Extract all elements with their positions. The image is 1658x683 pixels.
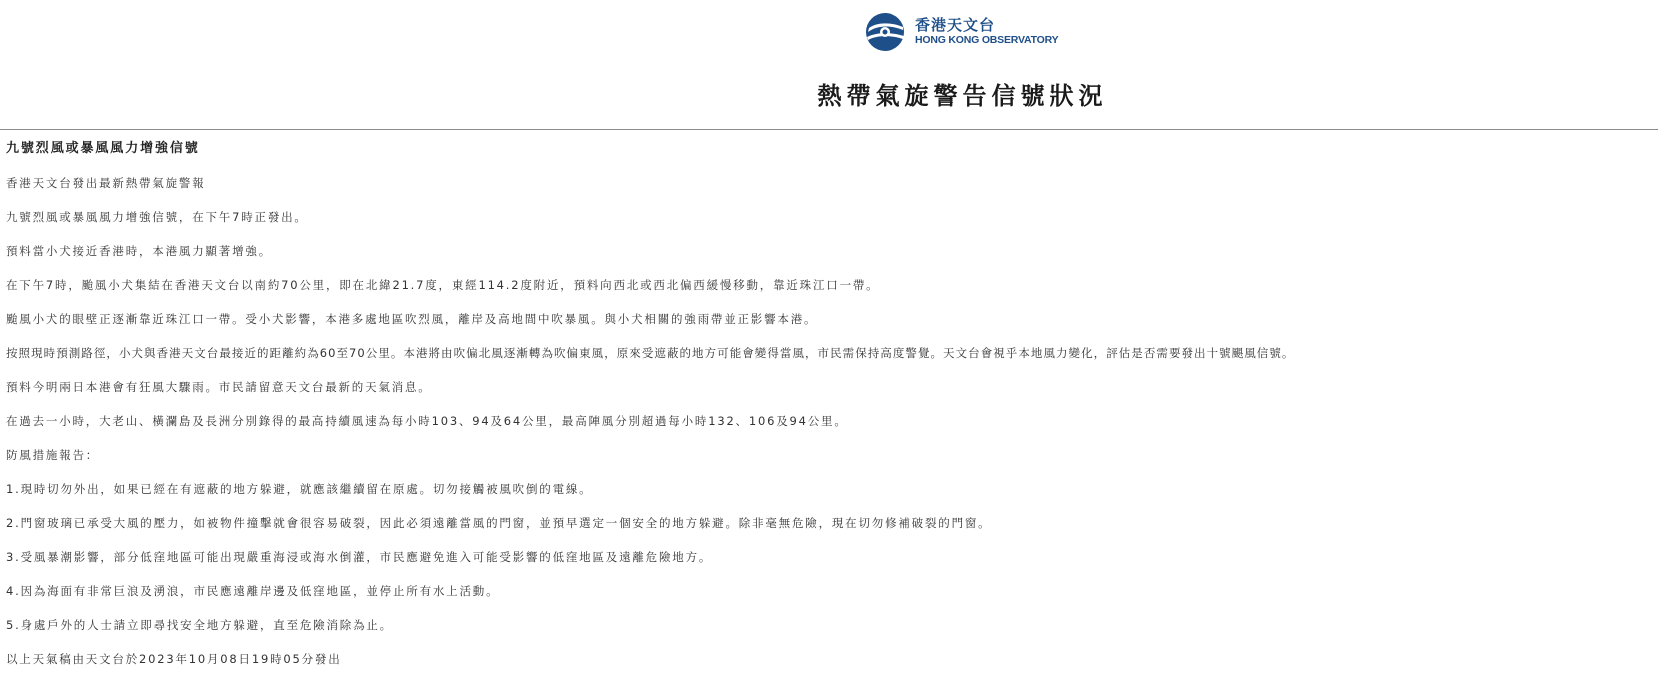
header-divider (0, 129, 1658, 130)
logo-english-name: HONG KONG OBSERVATORY (915, 34, 1059, 46)
page-title: 熱帶氣旋警告信號狀況 (817, 82, 1108, 110)
wind-observations: 在過去一小時，大老山、橫瀾島及長洲分別錄得的最高持續風速為每小時103、94及64公里，最高陣風分別超過每小時132、106及94公里。 (6, 414, 848, 428)
precaution-item: 1.現時切勿外出，如果已經在有遮蔽的地方躲避，就應該繼續留在原處。切勿接觸被風吹倒的電線。 (6, 482, 593, 496)
hko-logo (863, 12, 1058, 52)
precaution-item: 5.身處戶外的人士請立即尋找安全地方躲避，直至危險消除為止。 (6, 618, 393, 632)
bulletin-intro: 香港天文台發出最新熱帶氣旋警報 (6, 176, 206, 190)
bulletin-content (6, 139, 1656, 683)
typhoon-position: 在下午7時，颱風小犬集結在香港天文台以南約70公里，即在北緯21.7度，東經114.2度附近，預料向西北或西北偏西緩慢移動，靠近珠江口一帶。 (6, 278, 880, 292)
track-forecast: 按照現時預測路徑，小犬與香港天文台最接近的距離約為60至70公里。本港將由吹偏北風逐漸轉為吹偏東風，原來受遮蔽的地方可能會變得當風，市民需保持高度警覺。天文台會視乎本地風力變化，評估是否需要發出十號颶風信號。 (6, 346, 1295, 360)
logo-text (915, 17, 1058, 47)
precaution-item: 4.因為海面有非常巨浪及湧浪，市民應遠離岸邊及低窪地區，並停止所有水上活動。 (6, 584, 500, 598)
precautions-heading: 防風措施報告： (6, 448, 100, 462)
logo-chinese-name: 香港天文台 (915, 16, 996, 34)
signal-issued-time: 九號烈風或暴風風力增強信號，在下午7時正發出。 (6, 210, 308, 224)
hko-logo-icon (863, 12, 911, 52)
precaution-item: 2.門窗玻璃已承受大風的壓力，如被物件撞擊就會很容易破裂，因此必須遠離當風的門窗，並預早選定一個安全的地方躲避。除非毫無危險，現在切勿修補破裂的門窗。 (6, 516, 992, 530)
rain-forecast: 預料今明兩日本港會有狂風大驟雨。市民請留意天文台最新的天氣消息。 (6, 380, 432, 394)
page-header (0, 0, 1658, 130)
issue-timestamp: 以上天氣稿由天文台於2023年10月08日19時05分發出 (6, 652, 342, 666)
precaution-item: 3.受風暴潮影響，部分低窪地區可能出現嚴重海浸或海水倒灌，市民應避免進入可能受影響的低窪地區及遠離危險地方。 (6, 550, 713, 564)
wind-forecast: 預料當小犬接近香港時，本港風力顯著增強。 (6, 244, 272, 258)
signal-heading: 九號烈風或暴風風力增強信號 (6, 141, 200, 156)
typhoon-impact: 颱風小犬的眼壁正逐漸靠近珠江口一帶。受小犬影響，本港多處地區吹烈風，離岸及高地間中吹暴風。與小犬相關的強雨帶並正影響本港。 (6, 312, 818, 326)
